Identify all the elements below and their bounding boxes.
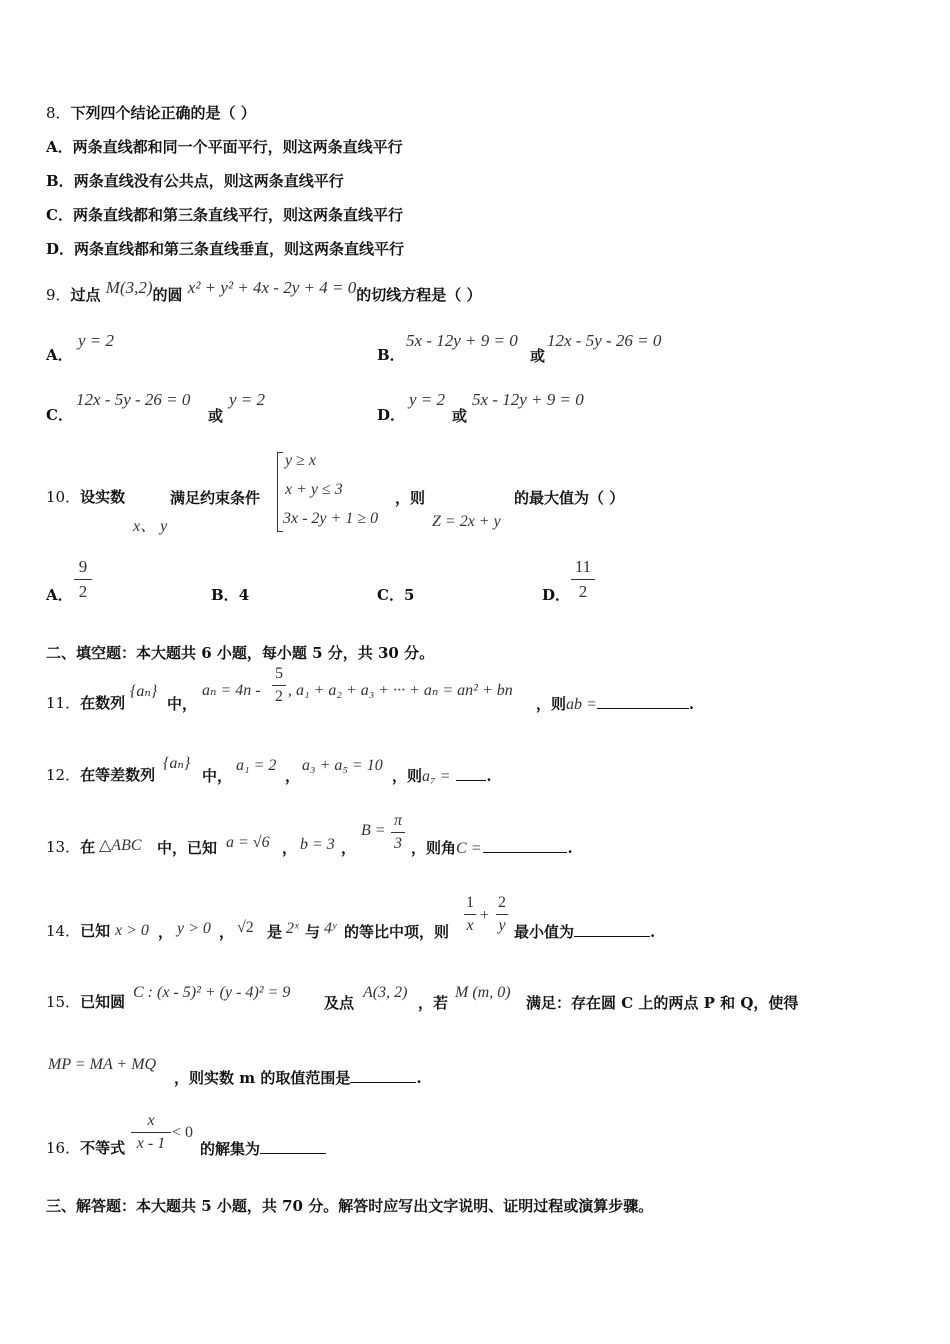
q10-question: 的最大值为（ ） [514, 489, 625, 507]
q8-option-a: A．两条直线都和同一个平面平行，则这两条直线平行 [46, 138, 403, 156]
q8-text: 下列四个结论正确的是（ ） [70, 104, 256, 122]
q13-side-b: b = 3 [300, 836, 335, 853]
q14-mid-text: 的等比中项，则 [344, 923, 450, 941]
q16-answer-blank[interactable] [260, 1139, 326, 1154]
q12-comma: ， [285, 767, 301, 785]
q9-option-b-eq1: 5x - 12y + 9 = 0 [406, 331, 518, 350]
q14-fraction-2: 2 y [498, 894, 506, 934]
q16-relation: < 0 [172, 1124, 194, 1141]
q9-option-c-eq2: y = 2 [229, 390, 266, 409]
q11-stem: 11．在数列 [46, 694, 126, 712]
q11-formula-sum: , a₁ + a₂ + a₃ + ··· + aₙ = an² + bn [288, 682, 513, 699]
q9-option-d-or: 或 [452, 407, 468, 425]
q13-angle-b: B = [361, 822, 386, 839]
q10-stem-start: 10．设实数 [46, 488, 126, 506]
q15-point-m: M (m, 0) [455, 984, 511, 1001]
q13-comma-2: ， [341, 839, 357, 857]
q14-plus: + [480, 907, 490, 924]
q14-cond-y: y > 0 [177, 920, 211, 937]
q9-option-b-or: 或 [530, 347, 546, 365]
q12-condition-1: a₁ = 2 [236, 757, 277, 774]
q12-condition-2: a₃ + a₅ = 10 [302, 757, 383, 774]
q9-circle-equation: x² + y² + 4x - 2y + 4 = 0 [187, 278, 357, 297]
q11-formula-an: aₙ = 4n - [202, 682, 261, 699]
q15-if: ，若 [418, 994, 449, 1012]
q8-option-b: B．两条直线没有公共点，则这两条直线平行 [46, 172, 344, 190]
q9-option-d-eq2: 5x - 12y + 9 = 0 [472, 390, 584, 409]
q10-option-d: D． [542, 586, 571, 604]
q14-shi: 是 [267, 923, 283, 941]
q10-option-c: C．5 [377, 586, 415, 604]
q8-stem [46, 103, 256, 123]
q12-zhong: 中， [202, 767, 233, 785]
q10-number: 10． [46, 488, 81, 506]
q15-stem: 15．已知圆 [46, 993, 126, 1011]
q12-ask-line: ，则a₇ = . [392, 767, 492, 785]
q9-option-c: C． [46, 406, 73, 424]
q9-option-a: A． [46, 346, 73, 364]
q11-sequence: {aₙ} [130, 683, 158, 700]
q11-fraction: 5 2 [272, 665, 286, 706]
q14-yu: 与 [305, 923, 321, 941]
q8-number: 8． [46, 104, 71, 122]
q13-given: 中，已知 [157, 839, 218, 857]
section-3-heading: 三、解答题：本大题共 5 小题，共 70 分。解答时应写出文字说明、证明过程或演算步骤。 [46, 1197, 654, 1215]
q9-option-c-eq1: 12x - 5y - 26 = 0 [76, 390, 191, 409]
q8-option-c: C．两条直线都和第三条直线平行，则这两条直线平行 [46, 206, 403, 224]
q15-point-a: A(3, 2) [363, 984, 408, 1001]
q13-stem: 13．在 [46, 838, 96, 856]
q16-ask-line: 的解集为 [200, 1138, 326, 1159]
q10-objective: Z = 2x + y [432, 513, 501, 530]
q10-option-d-fraction: 11 2 [571, 557, 595, 602]
q13-fraction: π 3 [391, 812, 405, 853]
q9-option-d: D． [377, 406, 406, 424]
q10-constraint-1: y ≥ x [285, 452, 316, 469]
q9-option-b-eq2: 12x - 5y - 26 = 0 [547, 331, 662, 350]
q15-vector-equation: MP = MA + MQ [48, 1056, 157, 1073]
q10-constraint-3: 3x - 2y + 1 ≥ 0 [283, 510, 379, 527]
q9-option-c-or: 或 [208, 407, 224, 425]
section-2-heading: 二、填空题：本大题共 6 小题，每小题 5 分，共 30 分。 [46, 644, 435, 662]
q15-answer-blank[interactable] [350, 1068, 416, 1083]
q16-stem: 16．不等式 [46, 1139, 126, 1157]
q11-answer-blank[interactable] [597, 694, 689, 709]
q13-ask-line: ，则角C = . [411, 839, 573, 857]
q14-ask-line: 最小值为 . [514, 923, 656, 941]
q16-fraction: x x - 1 [131, 1112, 171, 1153]
q13-answer-blank[interactable] [483, 838, 567, 853]
q15-condition-text: 满足：存在圆 C 上的两点 P 和 Q，使得 [526, 994, 799, 1012]
q11-zhong: 中， [167, 695, 198, 713]
q14-comma-2: ， [219, 923, 235, 941]
q13-side-a: a = √6 [226, 834, 270, 851]
q9-stem: 9．过点 M(3,2)的圆 x² + y² + 4x - 2y + 4 = 0的切线方程是（ ） [46, 278, 482, 304]
q14-4y: 4ʸ [324, 920, 337, 937]
q14-comma-1: ， [158, 923, 174, 941]
q14-sqrt2: √2 [237, 919, 254, 936]
q15-circle-equation: C : (x - 5)² + (y - 4)² = 9 [133, 984, 291, 1001]
q12-answer-blank[interactable] [456, 766, 486, 781]
q10-option-a: A． [46, 586, 73, 604]
q9-option-a-eq1: y = 2 [78, 331, 115, 350]
q9-option-d-eq1: y = 2 [409, 390, 446, 409]
q8-option-d: D．两条直线都和第三条直线垂直，则这两条直线平行 [46, 240, 405, 258]
q11-ask-line: ，则ab = . [536, 695, 695, 713]
q9-number: 9． [46, 286, 71, 304]
q9-option-b: B． [377, 346, 405, 364]
q10-option-b: B．4 [211, 586, 250, 604]
q10-constraint-2: x + y ≤ 3 [285, 481, 343, 498]
q15-and-point: 及点 [324, 994, 355, 1012]
q14-2x: 2ˣ [286, 920, 299, 937]
q10-option-a-fraction: 9 2 [74, 557, 92, 602]
q14-answer-blank[interactable] [574, 922, 650, 937]
q14-cond-x: x > 0 [115, 922, 149, 939]
q10-then: ，则 [395, 489, 426, 507]
q10-constraint-label: 满足约束条件 [170, 489, 261, 507]
q10-variables: x、 y [133, 518, 168, 535]
q14-fraction-1: 1 x [466, 894, 474, 934]
q12-stem: 12．在等差数列 [46, 766, 156, 784]
q14-stem: 14．已知 [46, 922, 111, 940]
q13-comma-1: ， [282, 839, 298, 857]
q9-point: M(3,2) [105, 278, 153, 297]
q15-ask-line: ，则实数 m 的取值范围是 . [174, 1069, 422, 1087]
q12-sequence: {aₙ} [163, 755, 191, 772]
q13-triangle: △ABC [99, 837, 142, 854]
